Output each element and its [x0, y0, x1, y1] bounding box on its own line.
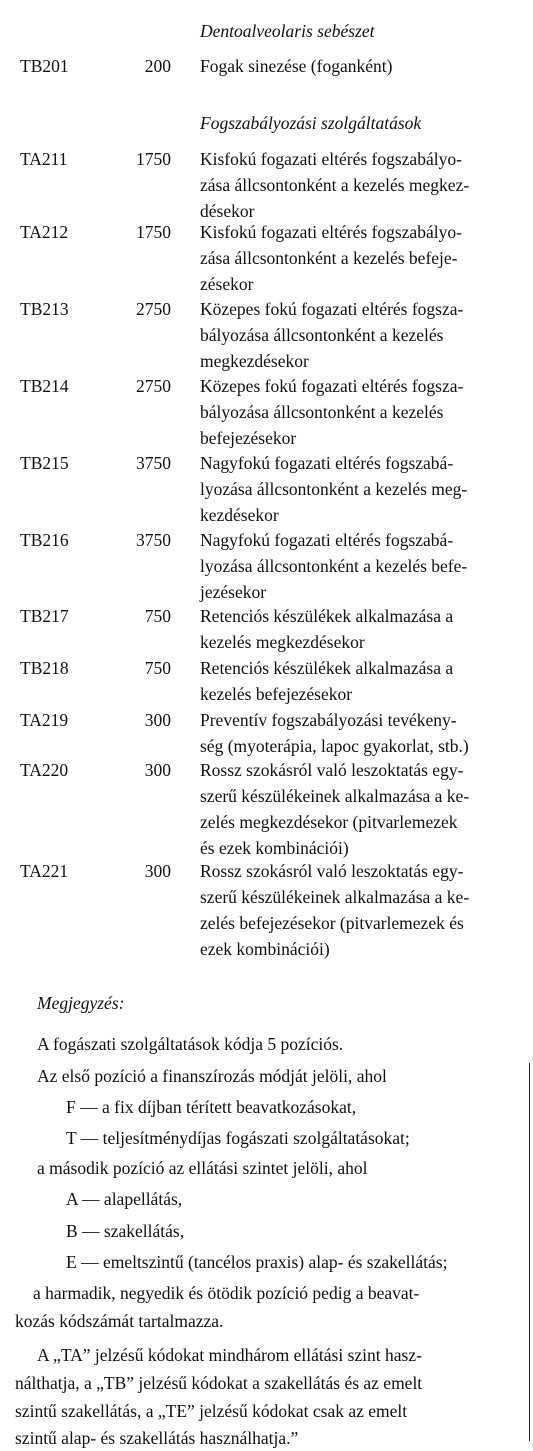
service-fee: 750	[144, 658, 171, 678]
note-line: A „TA” jelzésű kódokat mindhárom ellátási szint hasz-	[37, 1345, 422, 1365]
note-line: kozás kódszámát tartalmazza.	[15, 1311, 224, 1331]
description-line: megkezdésekor	[200, 351, 309, 371]
service-fee: 2750	[136, 299, 171, 319]
description-line: kezelés megkezdésekor	[200, 632, 365, 652]
description-line: Nagyfokú fogazati eltérés fogszabá-	[200, 453, 454, 473]
service-code: TA220	[20, 760, 69, 780]
note-line: F — a fix díjban térített beavatkozásokat,	[66, 1097, 357, 1117]
service-code: TA211	[20, 149, 68, 169]
description-line: Retenciós készülékek alkalmazása a	[200, 658, 454, 678]
service-description	[200, 373, 526, 451]
service-description	[200, 219, 526, 297]
service-fee: 3750	[136, 453, 171, 473]
note-title: Megjegyzés:	[37, 993, 125, 1013]
service-description	[200, 603, 526, 655]
service-description	[200, 450, 526, 528]
note-line: szintű alap- és szakellátás használhatja.”	[15, 1428, 299, 1448]
service-fee: 3750	[136, 530, 171, 550]
service-description	[200, 707, 526, 759]
description-line: Fogak sinezése (foganként)	[200, 56, 393, 76]
description-line: és ezek kombinációi)	[200, 838, 349, 858]
service-code: TB213	[20, 299, 69, 319]
description-line: befejezésekor	[200, 428, 297, 448]
description-line: bályozása állcsontonként a kezelés	[200, 325, 444, 345]
note-line: A — alapellátás,	[66, 1189, 183, 1209]
description-line: Közepes fokú fogazati eltérés fogsza-	[200, 299, 464, 319]
service-fee: 1750	[136, 222, 171, 242]
description-line: szerű készülékeinek alkalmazása a ke-	[200, 786, 470, 806]
note-line: Az első pozíció a finanszírozás módját jelöli, ahol	[37, 1066, 387, 1086]
note-line: A fogászati szolgáltatások kódja 5 pozíciós.	[37, 1034, 344, 1054]
description-line: Rossz szokásról való leszoktatás egy-	[200, 861, 464, 881]
description-line: szerű készülékeinek alkalmazása a ke-	[200, 887, 470, 907]
service-code: TA219	[20, 710, 69, 730]
description-line: lyozása állcsontonként a kezelés befe-	[200, 556, 468, 576]
description-line: désekor	[200, 201, 255, 221]
service-description	[200, 296, 526, 374]
service-description	[200, 527, 526, 605]
service-fee: 750	[144, 606, 171, 626]
description-line: Kisfokú fogazati eltérés fogszabályo-	[200, 222, 462, 242]
service-code: TB214	[20, 376, 69, 396]
service-code: TB215	[20, 453, 69, 473]
description-line: ezek kombinációi)	[200, 939, 330, 959]
margin-rule	[529, 1063, 530, 1441]
service-code: TB217	[20, 606, 69, 626]
note-line: a második pozíció az ellátási szintet jelöli, ahol	[37, 1158, 368, 1178]
description-line: kezdésekor	[200, 505, 279, 525]
description-line: zésekor	[200, 274, 254, 294]
section-heading-dentoalveolar: Dentoalveolaris sebészet	[200, 21, 375, 41]
service-code: TB216	[20, 530, 69, 550]
service-description	[200, 53, 526, 79]
description-line: Kisfokú fogazati eltérés fogszabályo-	[200, 149, 462, 169]
note-line: szintű szakellátás, a „TE” jelzésű kódokat csak az emelt	[15, 1401, 408, 1421]
description-line: bályozása állcsontonként a kezelés	[200, 402, 444, 422]
note-line: nálthatja, a „TB” jelzésű kódokat a szakellátás és az emelt	[15, 1373, 423, 1393]
description-line: lyozása állcsontonként a kezelés meg-	[200, 479, 468, 499]
note-line: B — szakellátás,	[66, 1221, 185, 1241]
description-line: Retenciós készülékek alkalmazása a	[200, 606, 454, 626]
service-code: TA212	[20, 222, 69, 242]
service-description	[200, 655, 526, 707]
description-line: zása állcsontonként a kezelés befeje-	[200, 248, 458, 268]
note-line: a harmadik, negyedik és ötödik pozíció pedig a beavat-	[33, 1283, 420, 1303]
description-line: kezelés befejezésekor	[200, 684, 353, 704]
section-heading-orthodontics: Fogszabályozási szolgáltatások	[200, 113, 422, 133]
description-line: ség (myoterápia, lapoc gyakorlat, stb.)	[200, 736, 469, 756]
description-line: zelés megkezdésekor (pitvarlemezek	[200, 812, 458, 832]
description-line: zása állcsontonként a kezelés megkez-	[200, 175, 470, 195]
service-description	[200, 146, 526, 224]
service-description	[200, 757, 526, 861]
service-code: TA221	[20, 861, 69, 881]
description-line: zelés befejezésekor (pitvarlemezek és	[200, 913, 464, 933]
service-fee: 1750	[136, 149, 171, 169]
note-line: T — teljesítménydíjas fogászati szolgáltatásokat;	[66, 1128, 410, 1148]
note-line: E — emeltszintű (tancélos praxis) alap- és szakellátás;	[66, 1252, 448, 1272]
service-code: TB218	[20, 658, 69, 678]
service-fee: 200	[144, 56, 171, 76]
description-line: Preventív fogszabályozási tevékeny-	[200, 710, 457, 730]
service-fee: 300	[144, 710, 171, 730]
description-line: Nagyfokú fogazati eltérés fogszabá-	[200, 530, 454, 550]
service-fee: 2750	[136, 376, 171, 396]
description-line: Közepes fokú fogazati eltérés fogsza-	[200, 376, 464, 396]
service-description	[200, 858, 526, 962]
service-fee: 300	[144, 760, 171, 780]
description-line: jezésekor	[200, 582, 267, 602]
description-line: Rossz szokásról való leszoktatás egy-	[200, 760, 464, 780]
service-code: TB201	[20, 56, 69, 76]
service-fee: 300	[144, 861, 171, 881]
